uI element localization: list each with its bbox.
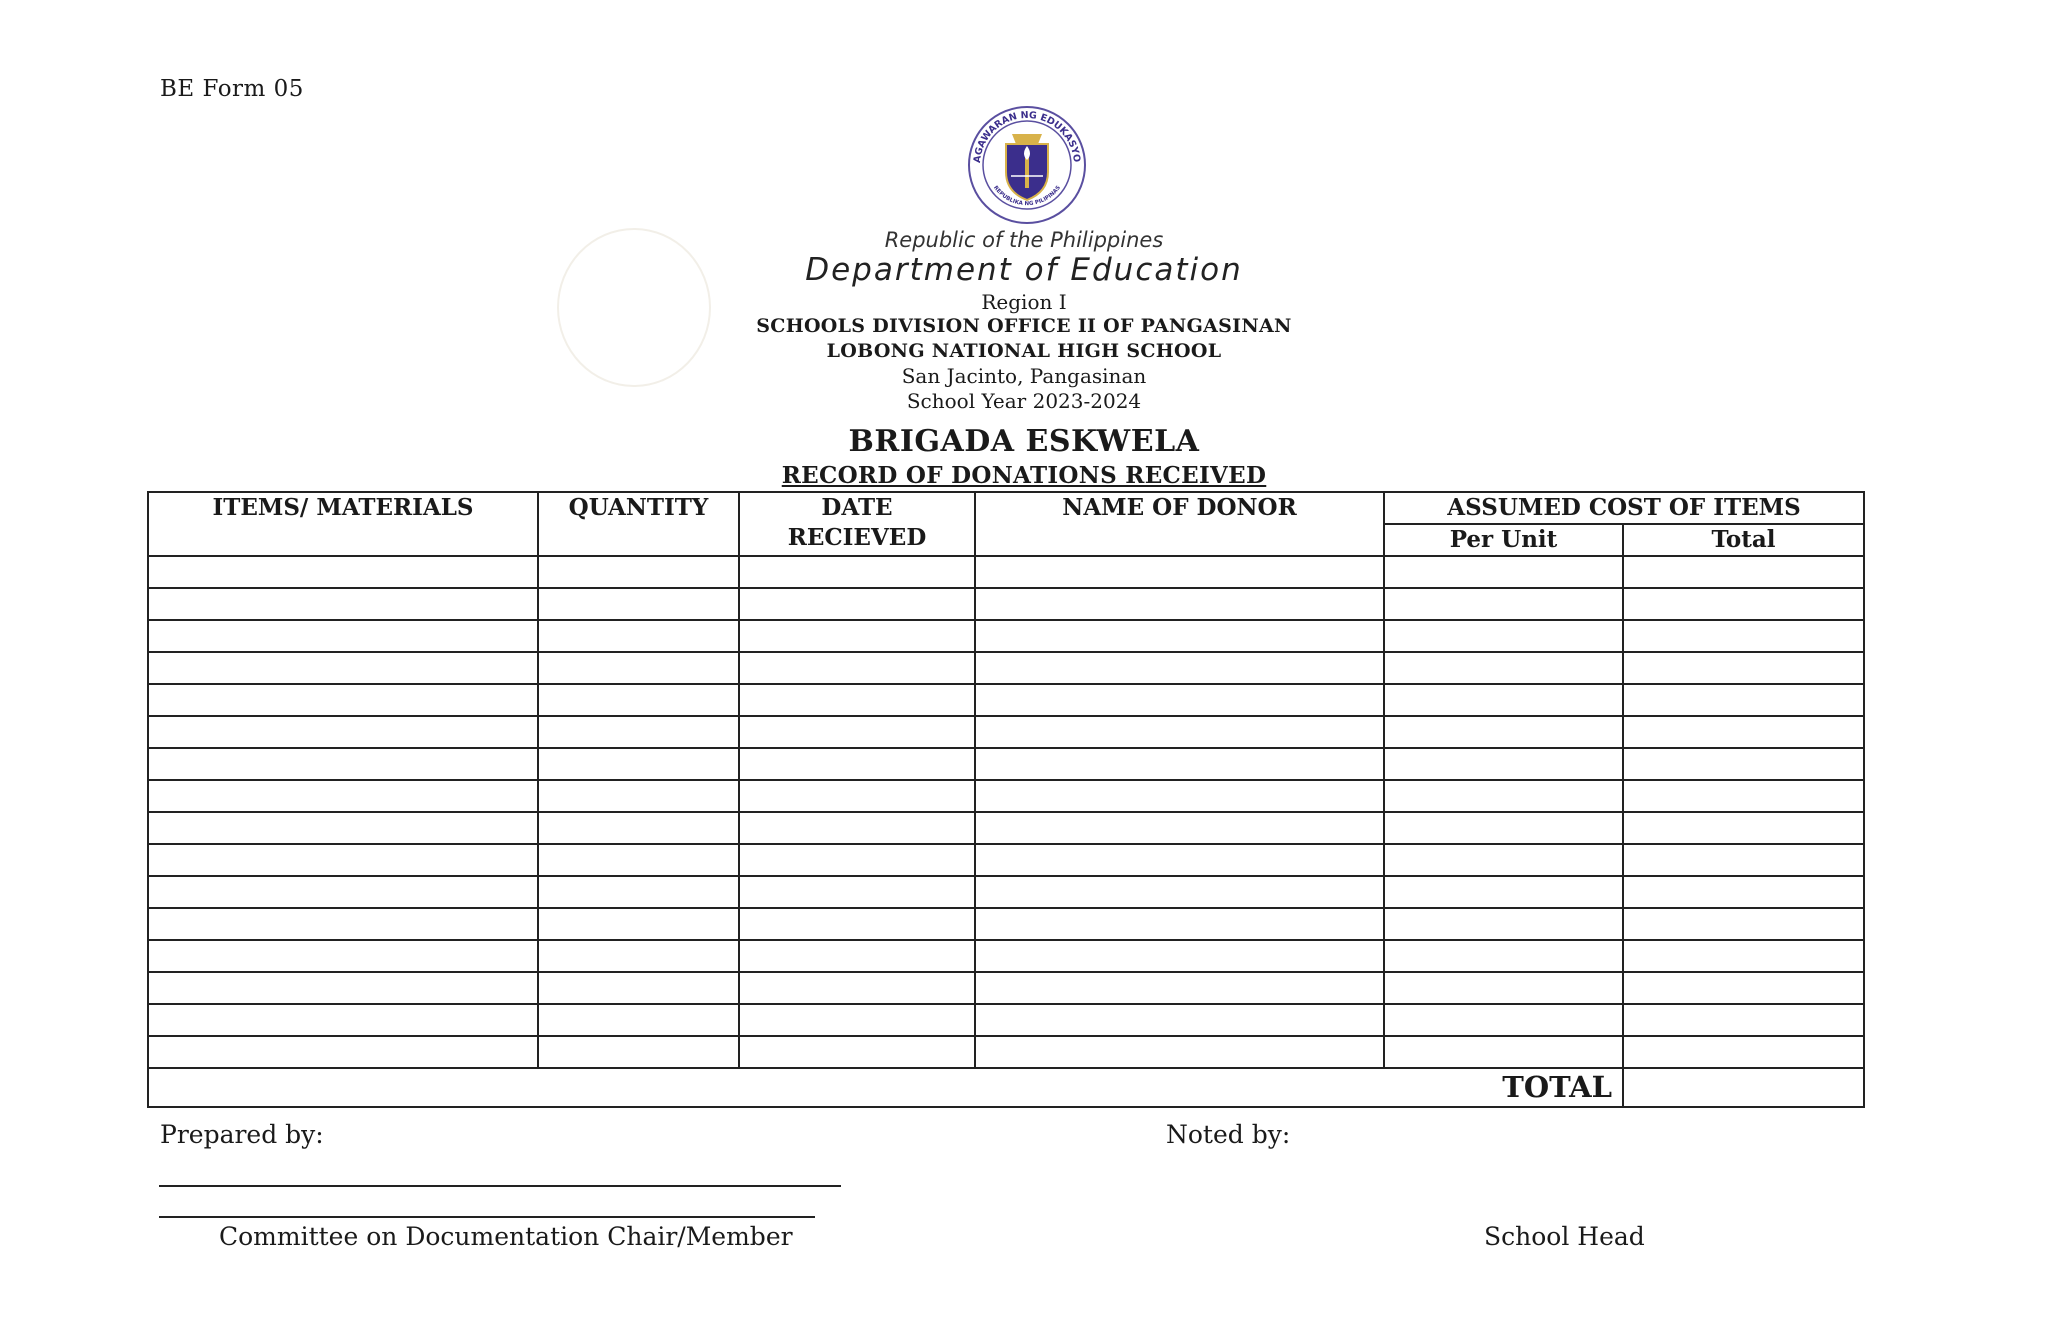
table-cell[interactable] [1623, 972, 1864, 1004]
table-cell[interactable] [1623, 908, 1864, 940]
table-cell[interactable] [538, 940, 739, 972]
table-cell[interactable] [1384, 588, 1623, 620]
total-row [148, 1068, 1864, 1107]
table-cell[interactable] [148, 876, 538, 908]
table-cell[interactable] [1384, 684, 1623, 716]
table-cell[interactable] [538, 972, 739, 1004]
table-cell[interactable] [1384, 1036, 1623, 1068]
table-cell[interactable] [538, 1036, 739, 1068]
table-cell[interactable] [538, 908, 739, 940]
table-cell[interactable] [1384, 940, 1623, 972]
table-cell[interactable] [739, 908, 975, 940]
table-row [148, 780, 1864, 812]
school-head-label: School Head [1484, 1222, 1645, 1251]
table-cell[interactable] [1384, 908, 1623, 940]
table-row [148, 812, 1864, 844]
signature-line [159, 1216, 815, 1218]
table-cell[interactable] [538, 556, 739, 588]
total-value-cell[interactable] [1623, 1068, 1864, 1107]
table-cell[interactable] [148, 748, 538, 780]
table-cell[interactable] [1623, 556, 1864, 588]
table-cell[interactable] [538, 620, 739, 652]
col-header-per-unit: Per Unit [1384, 524, 1623, 556]
table-cell[interactable] [975, 972, 1384, 1004]
table-row [148, 684, 1864, 716]
table-cell[interactable] [148, 1036, 538, 1068]
signature-line [159, 1185, 841, 1187]
table-cell[interactable] [148, 716, 538, 748]
table-cell[interactable] [148, 908, 538, 940]
table-cell[interactable] [1384, 748, 1623, 780]
table-cell[interactable] [975, 684, 1384, 716]
table-cell[interactable] [148, 652, 538, 684]
prepared-by-label: Prepared by: [160, 1120, 324, 1149]
table-cell[interactable] [1623, 844, 1864, 876]
table-cell[interactable] [975, 1004, 1384, 1036]
table-cell[interactable] [739, 620, 975, 652]
table-cell[interactable] [1384, 556, 1623, 588]
table-cell[interactable] [538, 780, 739, 812]
table-cell[interactable] [538, 844, 739, 876]
table-cell[interactable] [975, 940, 1384, 972]
table-cell[interactable] [148, 812, 538, 844]
table-row [148, 940, 1864, 972]
school-address: San Jacinto, Pangasinan [901, 364, 1147, 388]
table-cell[interactable] [538, 684, 739, 716]
col-header-date [739, 492, 975, 556]
table-row [148, 1036, 1864, 1068]
table-cell[interactable] [538, 876, 739, 908]
table-cell[interactable] [148, 684, 538, 716]
table-row [148, 844, 1864, 876]
col-header-donor: NAME OF DONOR [975, 492, 1384, 556]
table-cell[interactable] [975, 876, 1384, 908]
table-cell[interactable] [739, 812, 975, 844]
table-cell[interactable] [975, 908, 1384, 940]
republic-line: Republic of the Philippines [884, 228, 1164, 252]
table-cell[interactable] [1384, 620, 1623, 652]
total-label: TOTAL [148, 1068, 1623, 1107]
col-header-total: Total [1623, 524, 1864, 556]
table-cell[interactable] [538, 1004, 739, 1036]
table-cell[interactable] [538, 588, 739, 620]
table-row [148, 652, 1864, 684]
table-row [148, 588, 1864, 620]
table-cell[interactable] [739, 876, 975, 908]
department-name: Department of Education [805, 252, 1243, 288]
table-cell[interactable] [148, 1004, 538, 1036]
table-cell[interactable] [148, 844, 538, 876]
school-year: School Year 2023-2024 [906, 389, 1142, 413]
table-row [148, 908, 1864, 940]
form-code: BE Form 05 [160, 76, 304, 102]
col-header-quantity: QUANTITY [538, 492, 739, 556]
table-body [148, 556, 1864, 1107]
table-cell[interactable] [538, 716, 739, 748]
table-row [148, 1004, 1864, 1036]
table-cell[interactable] [1623, 1036, 1864, 1068]
col-header-date-line1: DATE [821, 494, 893, 521]
col-header-items: ITEMS/ MATERIALS [148, 492, 538, 556]
table-cell[interactable] [739, 844, 975, 876]
table-cell[interactable] [975, 812, 1384, 844]
committee-label: Committee on Documentation Chair/Member [219, 1222, 793, 1251]
table-cell[interactable] [148, 620, 538, 652]
table-cell[interactable] [1623, 876, 1864, 908]
region-line: Region I [981, 290, 1067, 314]
table-cell[interactable] [739, 972, 975, 1004]
table-cell[interactable] [148, 780, 538, 812]
table-cell[interactable] [1384, 812, 1623, 844]
table-cell[interactable] [975, 652, 1384, 684]
table-row [148, 972, 1864, 1004]
division-name: SCHOOLS DIVISION OFFICE II OF PANGASINAN [756, 315, 1292, 337]
table-row [148, 748, 1864, 780]
table-cell[interactable] [975, 1036, 1384, 1068]
table-cell[interactable] [1623, 652, 1864, 684]
table-cell[interactable] [1623, 620, 1864, 652]
table-cell[interactable] [739, 780, 975, 812]
table-cell[interactable] [975, 716, 1384, 748]
table-row [148, 556, 1864, 588]
table-cell[interactable] [1623, 684, 1864, 716]
deped-seal-icon [966, 104, 1088, 226]
table-row [148, 716, 1864, 748]
table-cell[interactable] [975, 620, 1384, 652]
table-cell[interactable] [148, 940, 538, 972]
col-header-cost: ASSUMED COST OF ITEMS [1384, 492, 1864, 524]
form-subtitle: RECORD OF DONATIONS RECEIVED [781, 462, 1267, 489]
table-cell[interactable] [739, 1036, 975, 1068]
table-cell[interactable] [975, 588, 1384, 620]
school-name: LOBONG NATIONAL HIGH SCHOOL [826, 340, 1222, 362]
table-cell[interactable] [1384, 780, 1623, 812]
table-cell[interactable] [739, 716, 975, 748]
table-cell[interactable] [975, 748, 1384, 780]
table-cell[interactable] [1384, 1004, 1623, 1036]
table-cell[interactable] [538, 812, 739, 844]
table-cell[interactable] [1384, 652, 1623, 684]
table-row [148, 620, 1864, 652]
table-cell[interactable] [975, 844, 1384, 876]
table-cell[interactable] [1623, 1004, 1864, 1036]
donations-table [147, 491, 1865, 1108]
svg-text:REPUBLIKA NG PILIPINAS: REPUBLIKA NG PILIPINAS [992, 184, 1062, 208]
table-cell[interactable] [148, 588, 538, 620]
table-cell[interactable] [739, 1004, 975, 1036]
table-cell[interactable] [739, 556, 975, 588]
table-cell[interactable] [1384, 716, 1623, 748]
table-cell[interactable] [1384, 972, 1623, 1004]
svg-text:KAGAWARAN NG EDUKASYON: AGAWARAN NG EDUKASYO [971, 109, 1083, 164]
table-cell[interactable] [1623, 812, 1864, 844]
table-cell[interactable] [739, 652, 975, 684]
form-title: BRIGADA ESKWELA [848, 424, 1200, 459]
col-header-date-line2: RECIEVED [787, 524, 927, 551]
table-cell[interactable] [739, 588, 975, 620]
noted-by-label: Noted by: [1166, 1120, 1291, 1149]
table-cell[interactable] [975, 556, 1384, 588]
table-cell[interactable] [1623, 588, 1864, 620]
table-cell[interactable] [1623, 940, 1864, 972]
table-cell[interactable] [538, 652, 739, 684]
table-cell[interactable] [1623, 716, 1864, 748]
table-cell[interactable] [739, 684, 975, 716]
table-cell[interactable] [1384, 876, 1623, 908]
table-cell[interactable] [538, 748, 739, 780]
table-row [148, 876, 1864, 908]
table-cell[interactable] [1623, 748, 1864, 780]
table-cell[interactable] [739, 748, 975, 780]
table-cell[interactable] [148, 972, 538, 1004]
table-cell[interactable] [1384, 844, 1623, 876]
table-cell[interactable] [148, 556, 538, 588]
table-cell[interactable] [1623, 780, 1864, 812]
table-cell[interactable] [739, 940, 975, 972]
table-cell[interactable] [975, 780, 1384, 812]
